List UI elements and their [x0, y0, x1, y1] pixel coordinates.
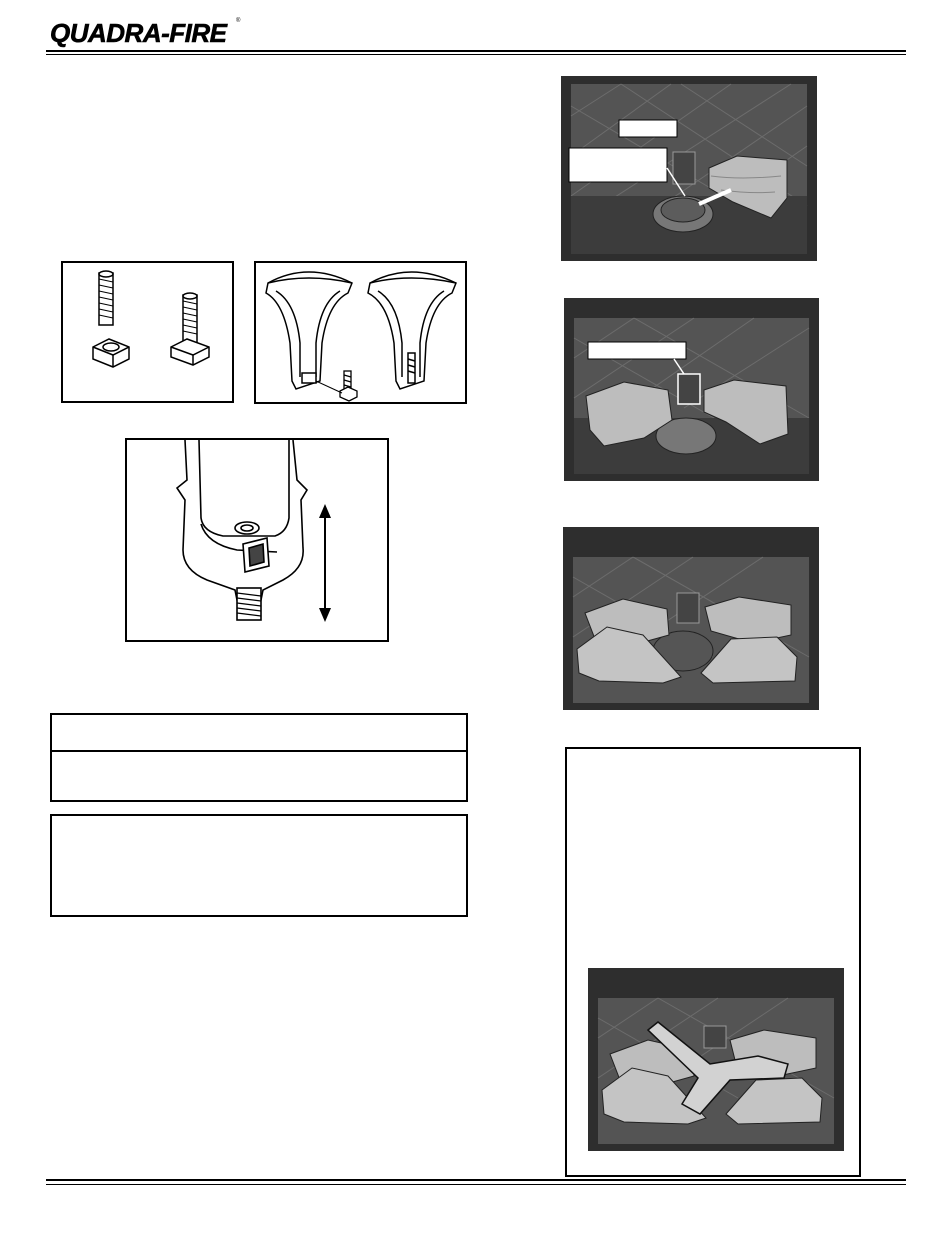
- figure-leveling-hardware: [61, 261, 234, 403]
- fireplace-log-photo: [588, 968, 844, 1151]
- fireplace-log-photo: [563, 527, 819, 710]
- registered-mark: ®: [236, 18, 241, 24]
- leg-adjustment-icon: [127, 440, 387, 640]
- brand-logo: [48, 14, 248, 50]
- photo-log-placement-1: [561, 76, 817, 261]
- brand-logo-text: QUADRA-FIRE: [50, 18, 227, 48]
- header-rule: [46, 50, 906, 52]
- final-log-arrangement-box: [565, 747, 861, 1177]
- photo-callout-3: [588, 342, 686, 359]
- photo-log-placement-4: [588, 968, 844, 1151]
- caution-box: [50, 814, 468, 917]
- leg-with-bolt-icon: [256, 263, 465, 402]
- photo-log-placement-3: [563, 527, 819, 710]
- fireplace-log-photo: [561, 76, 817, 261]
- leveling-bolt-icon: [63, 263, 232, 401]
- footer-rule: [46, 1179, 906, 1181]
- notice-box-divider: [52, 750, 466, 752]
- figure-leg-detail: [125, 438, 389, 642]
- photo-callout-2: [569, 148, 667, 182]
- notice-box: [50, 713, 468, 802]
- photo-log-placement-2: [564, 298, 819, 481]
- fireplace-log-photo: [564, 298, 819, 481]
- photo-callout-1: [619, 120, 677, 137]
- figure-leg-assembly: [254, 261, 467, 404]
- header-rule-thin: [46, 54, 906, 55]
- footer-rule-thin: [46, 1184, 906, 1185]
